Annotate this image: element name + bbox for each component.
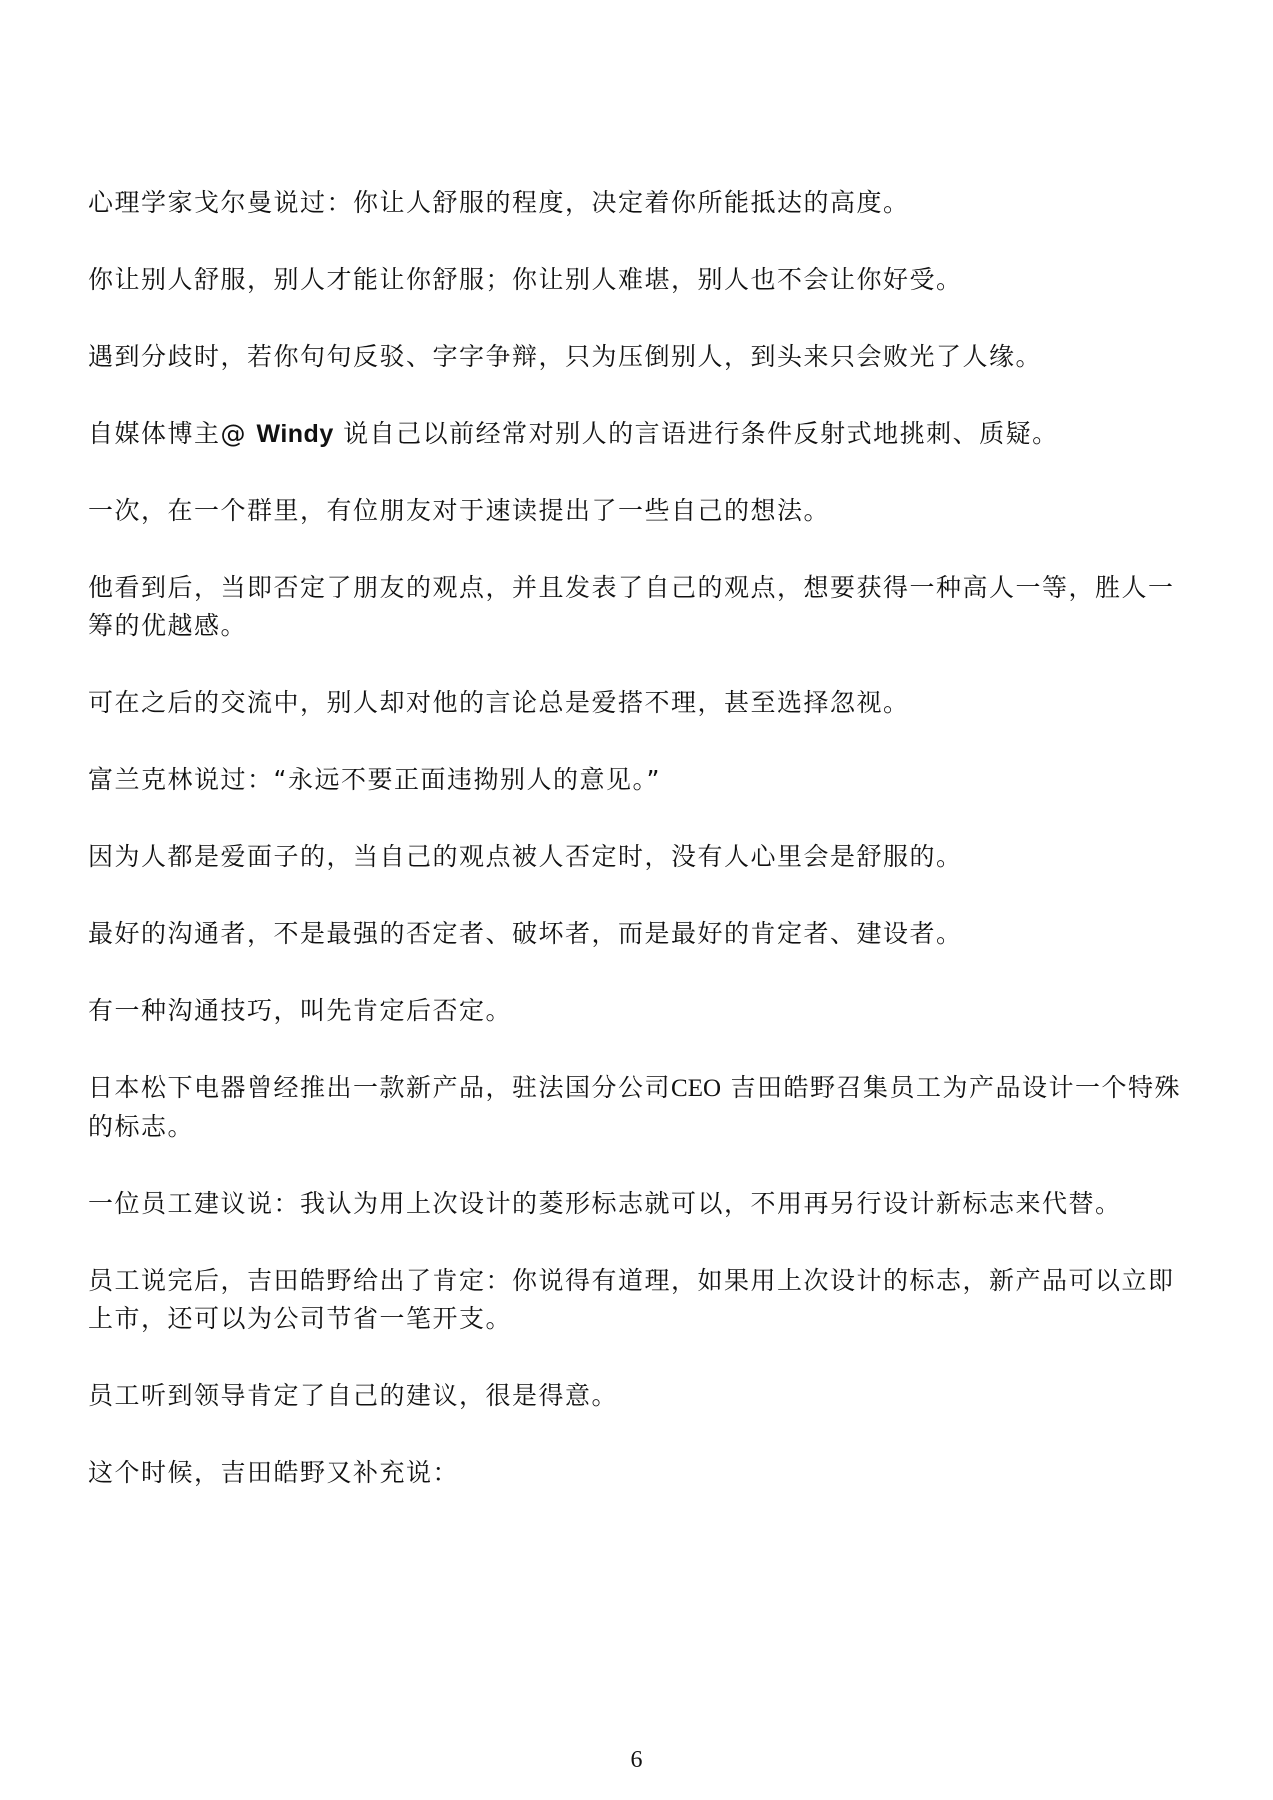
paragraph-3: 遇到分歧时，若你句句反驳、字字争辩，只为压倒别人，到头来只会败光了人缘。 <box>88 342 1043 371</box>
paragraph-12-after: 吉田皓野召集员工为产品设计一个特殊的标志。 <box>88 1073 1181 1141</box>
paragraph-7: 可在之后的交流中，别人却对他的言论总是爱搭不理，甚至选择忽视。 <box>88 688 910 717</box>
paragraph-4-name: Windy <box>256 420 334 448</box>
paragraph-8: 富兰克林说过：“永远不要正面违拗别人的意见。” <box>88 765 661 794</box>
paragraph-6: 他看到后，当即否定了朋友的观点，并且发表了自己的观点，想要获得一种高人一等，胜人一筹的优越感。 <box>88 573 1175 640</box>
paragraph-5: 一次，在一个群里，有位朋友对于速读提出了一些自己的想法。 <box>88 496 831 525</box>
paragraph-12-ceo: CEO <box>671 1075 722 1102</box>
paragraph-1: 心理学家戈尔曼说过：你让人舒服的程度，决定着你所能抵达的高度。 <box>88 188 910 217</box>
paragraph-11: 有一种沟通技巧，叫先肯定后否定。 <box>88 996 513 1025</box>
paragraph-14: 员工说完后，吉田皓野给出了肯定：你说得有道理，如果用上次设计的标志，新产品可以立即上市，还可以为公司节省一笔开支。 <box>88 1266 1175 1333</box>
paragraph-12 <box>88 1069 1188 1146</box>
paragraph-2: 你让别人舒服，别人才能让你舒服；你让别人难堪，别人也不会让你好受。 <box>88 265 963 294</box>
paragraph-4-before: 自媒体博主@ <box>88 419 257 448</box>
paragraph-12-before: 日本松下电器曾经推出一款新产品，驻法国分公司 <box>88 1073 672 1102</box>
paragraph-9: 因为人都是爱面子的，当自己的观点被人否定时，没有人心里会是舒服的。 <box>88 842 963 871</box>
page-number: 6 <box>630 1747 643 1773</box>
document-body <box>88 184 1188 1531</box>
paragraph-4 <box>88 415 1188 453</box>
paragraph-10: 最好的沟通者，不是最强的否定者、破坏者，而是最好的肯定者、建设者。 <box>88 919 963 948</box>
paragraph-15: 员工听到领导肯定了自己的建议，很是得意。 <box>88 1381 619 1410</box>
paragraph-13: 一位员工建议说：我认为用上次设计的菱形标志就可以，不用再另行设计新标志来代替。 <box>88 1189 1122 1218</box>
paragraph-4-after: 说自己以前经常对别人的言语进行条件反射式地挑刺、质疑。 <box>333 419 1059 448</box>
paragraph-16: 这个时候，吉田皓野又补充说： <box>88 1458 460 1487</box>
